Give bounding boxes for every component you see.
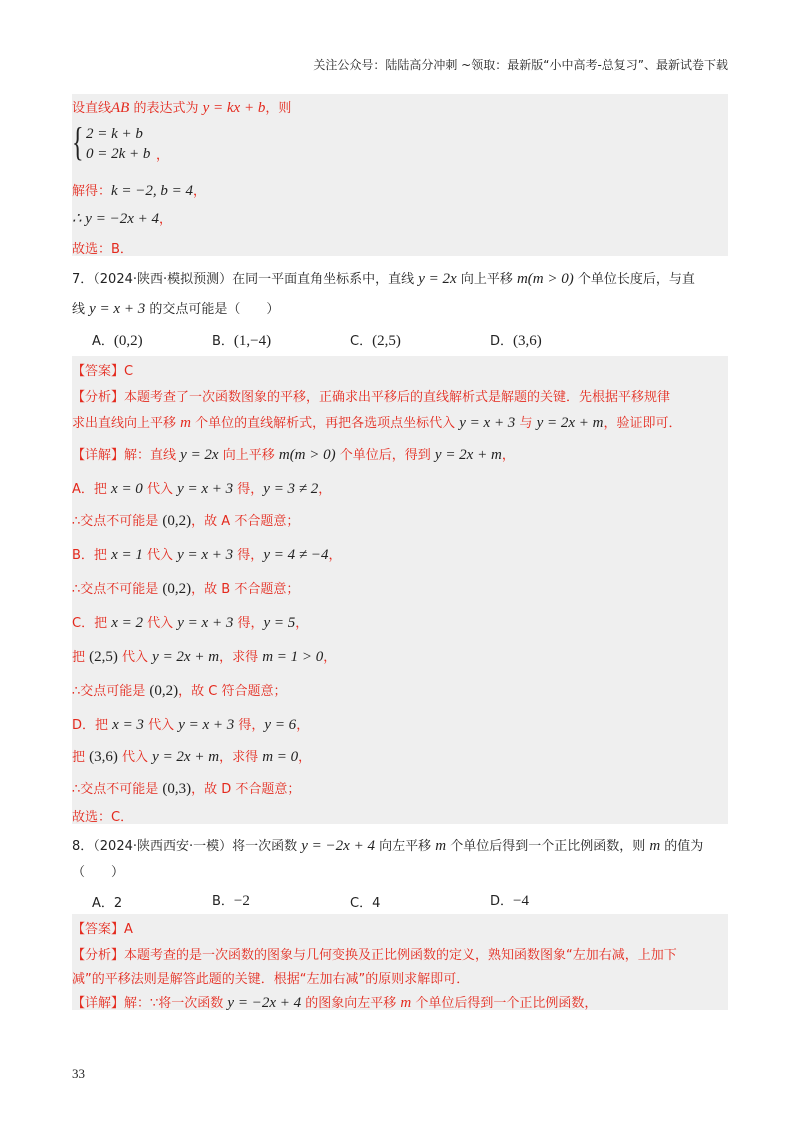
q7-option-a: A．(0,2) [92, 333, 143, 349]
system-row-2: 0 = 2k + b [86, 146, 151, 162]
q7-stem-line-1: 7．（2024·陕西·模拟预测）在同一平面直角坐标系中，直线 y = 2x 向上平移 m(m > 0) 个单位长度后，与直 [72, 271, 695, 287]
prev-solve-line: 解得：k = −2, b = 4， [72, 183, 207, 199]
q7-step-1: A．把 x = 0 代入 y = x + 3 得，y = 3 ≠ 2， [72, 481, 332, 497]
prev-solution-block [72, 94, 728, 256]
q7-analysis-line-2: 求出直线向上平移 m 个单位的直线解析式，再把各选项点坐标代入 y = x + 3 与 y = 2x + m，验证即可． [72, 415, 682, 431]
q7-step-2: ∴交点不可能是 (0,2)，故 A 不合题意； [72, 513, 300, 529]
q8-analysis-line-1: 【分析】本题考查的是一次函数的图象与几何变换及正比例函数的定义，熟知函数图象“左加右减，上加下 [72, 948, 677, 963]
q7-detail-line: 【详解】解：直线 y = 2x 向上平移 m(m > 0) 个单位后，得到 y = 2x + m， [72, 447, 515, 463]
q8-answer: 【答案】A [72, 922, 133, 937]
prev-therefore-line: ∴ y = −2x + 4， [72, 211, 172, 227]
page-number: 33 [72, 1066, 85, 1081]
q7-step-4: ∴交点不可能是 (0,2)，故 B 不合题意； [72, 581, 300, 597]
system-tail: ， [156, 148, 170, 163]
q7-step-3: B．把 x = 1 代入 y = x + 3 得，y = 4 ≠ −4， [72, 547, 342, 563]
prev-choice: 故选：B． [72, 242, 133, 257]
q7-stem-line-2: 线 y = x + 3 的交点可能是（ ） [72, 301, 280, 317]
q7-answer: 【答案】C [72, 364, 134, 379]
q8-stem-line-1: 8．（2024·陕西西安·一模）将一次函数 y = −2x + 4 向左平移 m 个单位后得到一个正比例函数，则 m 的值为 [72, 838, 704, 854]
q7-choice: 故选：C． [72, 810, 134, 825]
system-row-1: 2 = k + b [86, 126, 143, 142]
q7-step-8: D．把 x = 3 代入 y = x + 3 得，y = 6， [72, 717, 310, 733]
q8-detail-line: 【详解】解：∵将一次函数 y = −2x + 4 的图象向左平移 m 个单位后得到一个正比例函数， [72, 995, 598, 1011]
q7-step-7: ∴交点可能是 (0,2)，故 C 符合题意； [72, 683, 287, 699]
q7-step-9: 把 (3,6) 代入 y = 2x + m，求得 m = 0， [72, 749, 312, 765]
q8-option-d: D．−4 [490, 893, 529, 909]
q8-option-c: C．4 [350, 896, 381, 911]
q7-option-d: D．(3,6) [490, 333, 542, 349]
q7-option-c: C．(2,5) [350, 333, 401, 349]
page-header: 关注公众号：陆陆高分冲刺 ~领取：最新版“小中高考-总复习”、最新试卷下载 [313, 58, 728, 72]
q8-stem-line-2: （ ） [72, 865, 125, 880]
system-brace: { [72, 119, 84, 164]
q7-option-b: B．(1,−4) [212, 333, 272, 349]
q8-option-a: A．2 [92, 896, 123, 911]
q7-step-10: ∴交点不可能是 (0,3)，故 D 不合题意； [72, 781, 301, 797]
q7-step-6: 把 (2,5) 代入 y = 2x + m，求得 m = 1 > 0， [72, 649, 337, 665]
q7-step-5: C．把 x = 2 代入 y = x + 3 得，y = 5， [72, 615, 309, 631]
prev-line-1: 设直线AB 的表达式为 y = kx + b，则 [72, 100, 292, 116]
q7-analysis-line-1: 【分析】本题考查了一次函数图象的平移，正确求出平移后的直线解析式是解题的关键．先根据平移规律 [72, 390, 671, 405]
q8-analysis-line-2: 减”的平移法则是解答此题的关键．根据“左加右减”的原则求解即可． [72, 972, 470, 987]
q8-option-b: B．−2 [212, 893, 250, 909]
